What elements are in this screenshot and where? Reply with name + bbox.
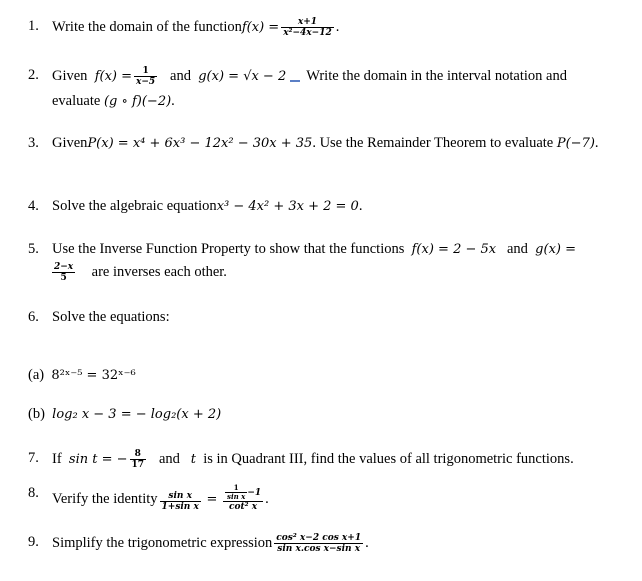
denominator: sin x xyxy=(227,492,246,501)
denominator: 17 xyxy=(131,460,145,470)
math-variable: t xyxy=(190,451,196,467)
question-number: 6. xyxy=(28,309,39,325)
question-text: If xyxy=(52,450,62,467)
question-number: 1. xyxy=(28,18,39,34)
fraction xyxy=(281,17,334,38)
equation-anchor-marker xyxy=(290,72,300,82)
denominator: 1+sin x xyxy=(161,502,199,512)
question-5-line-2 xyxy=(50,262,227,283)
question-3 xyxy=(30,134,599,153)
question-2-line-2 xyxy=(52,92,175,111)
question-number: 7. xyxy=(28,450,39,466)
question-text: Write the domain in the interval notation and xyxy=(306,67,567,84)
denominator: sin x.cos x−sin x xyxy=(277,544,361,554)
math-expression: 8²ˣ⁻⁵ = 32ˣ⁻⁶ xyxy=(51,368,136,383)
equals-sign: = xyxy=(206,492,218,507)
question-text: is in Quadrant III, find the values of all trigonometric functions. xyxy=(203,450,574,467)
question-text: Write the domain of the function xyxy=(52,18,242,35)
question-1 xyxy=(30,17,339,38)
numerator xyxy=(223,484,263,502)
conjunction: and xyxy=(506,241,528,257)
fraction xyxy=(130,449,147,470)
conjunction: and xyxy=(170,67,191,84)
denominator: x²−4x−12 xyxy=(283,28,332,38)
question-text: are inverses each other. xyxy=(91,263,227,280)
question-7 xyxy=(30,449,574,470)
fraction xyxy=(160,491,201,512)
math-expression: P(x) = x⁴ + 6x³ − 12x² − 30x + 35 xyxy=(87,136,313,151)
question-text: Use the Inverse Function Property to show that the functions xyxy=(52,241,405,257)
question-text: Given xyxy=(52,67,88,84)
math-expression: P(−7) xyxy=(556,136,595,151)
math-expression: g(x) = xyxy=(535,242,576,257)
question-text: evaluate xyxy=(52,93,101,109)
punctuation: . xyxy=(358,198,363,214)
question-number: 2. xyxy=(28,67,39,83)
numerator: 8 xyxy=(130,449,147,460)
question-6a xyxy=(28,366,136,385)
math-expression: x³ − 4x² + 3x + 2 = 0 xyxy=(216,199,359,214)
math-expression: f(x) = 2 − 5x xyxy=(411,242,497,257)
numerator: cos² x−2 cos x+1 xyxy=(276,533,362,543)
question-text: Solve the algebraic equation xyxy=(52,198,217,214)
question-text: Given xyxy=(52,135,88,151)
question-number: 3. xyxy=(28,135,39,151)
question-4 xyxy=(30,197,362,216)
numerator: 2−x xyxy=(54,262,74,272)
question-text: Solve the equations: xyxy=(52,309,170,325)
fraction xyxy=(52,262,75,283)
question-6 xyxy=(30,308,170,326)
numerator: 1 xyxy=(134,66,157,77)
fraction xyxy=(274,533,363,554)
math-expression: sin t = − xyxy=(68,451,128,467)
question-text: Simplify the trigonometric expression xyxy=(52,534,273,551)
denominator: cot² x xyxy=(229,502,258,512)
sub-question-label: (a) xyxy=(28,367,45,383)
question-9 xyxy=(30,533,369,554)
punctuation: . xyxy=(365,534,369,551)
question-number: 4. xyxy=(28,198,39,214)
question-text: . Use the Remainder Theorem to evaluate xyxy=(312,135,554,151)
question-5 xyxy=(30,240,576,259)
fraction xyxy=(223,484,263,512)
punctuation: . xyxy=(335,18,340,35)
question-number: 5. xyxy=(28,241,39,257)
punctuation: . xyxy=(594,135,599,151)
numerator: x+1 xyxy=(281,17,334,28)
question-number: 8. xyxy=(28,485,39,501)
question-text: Verify the identity xyxy=(52,491,158,507)
sub-question-label: (b) xyxy=(28,406,45,422)
denominator: 5 xyxy=(60,273,67,283)
numerator: sin x xyxy=(160,491,201,502)
math-expression: (g ∘ f)(−2) xyxy=(103,94,172,109)
punctuation: . xyxy=(171,93,175,109)
denominator: x−5 xyxy=(136,77,156,87)
math-expression: f(x) = xyxy=(241,19,280,35)
numerator: 1 xyxy=(225,484,247,493)
math-expression: f(x) = xyxy=(94,68,132,84)
minus-one: −1 xyxy=(247,488,262,498)
question-2 xyxy=(30,66,567,87)
conjunction: and xyxy=(158,450,180,467)
question-number: 9. xyxy=(28,534,39,550)
question-8 xyxy=(30,484,269,512)
math-expression: g(x) = √x − 2 xyxy=(198,68,287,84)
math-expression: log₂ x − 3 = − log₂(x + 2) xyxy=(52,407,222,422)
fraction xyxy=(134,66,157,87)
question-6b xyxy=(28,405,221,424)
punctuation: . xyxy=(265,491,269,507)
nested-fraction xyxy=(225,484,247,501)
